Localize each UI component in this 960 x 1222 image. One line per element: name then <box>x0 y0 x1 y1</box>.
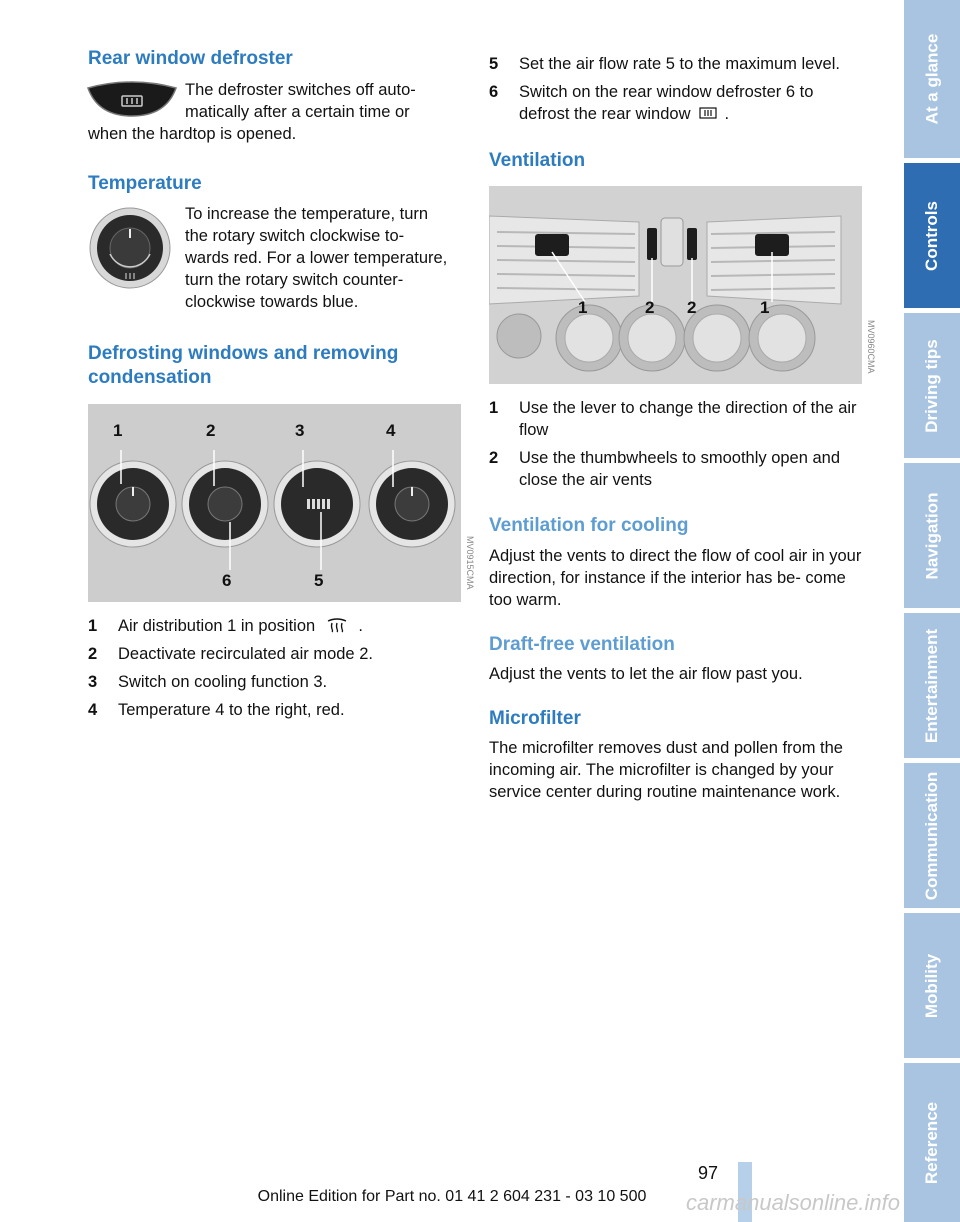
item-text: Switch on the rear window defroster 6 to <box>519 83 814 101</box>
section-title-microfilter: Microfilter <box>489 708 581 729</box>
figure-callout: 6 <box>222 571 232 590</box>
tab-at-a-glance[interactable] <box>904 0 960 158</box>
figure-callout: 3 <box>295 421 305 440</box>
list-item <box>489 397 864 441</box>
tab-navigation[interactable] <box>904 463 960 608</box>
item-text-end: . <box>358 617 363 635</box>
list-item <box>489 447 864 491</box>
chapter-sidebar <box>904 0 960 1222</box>
item-text: Deactivate recirculated air mode 2. <box>118 645 373 663</box>
item-number: 4 <box>88 701 98 719</box>
section-title-ventilation: Ventilation <box>489 150 586 171</box>
item-text: Use the lever to change the direction of the air flow <box>519 399 857 439</box>
list-item <box>489 53 864 75</box>
tab-mobility[interactable] <box>904 913 960 1058</box>
watermark: carmanualsonline.info <box>685 1190 900 1215</box>
tab-label: Reference <box>922 1101 941 1184</box>
temperature-line: wards red. For a lower temperature, <box>185 249 448 267</box>
list-item <box>88 699 458 721</box>
page-number: 97 <box>698 1163 719 1183</box>
item-number: 2 <box>489 449 499 467</box>
tab-reference[interactable] <box>904 1063 960 1222</box>
climate-controls-figure <box>88 404 461 602</box>
defrost-steps-list-cont <box>489 53 864 131</box>
rear-defroster-button-image <box>86 80 178 120</box>
tab-label: Navigation <box>922 492 941 579</box>
tab-label: Entertainment <box>922 628 942 743</box>
figure-callout: 1 <box>113 421 123 440</box>
item-number: 5 <box>489 55 499 73</box>
figure-callout: 2 <box>687 298 697 317</box>
microfilter-text: The microfilter removes dust and pollen from the incoming air. The microfilter is changed by your service center during routine maintenance work. <box>489 739 843 801</box>
figure-callout: 2 <box>645 298 655 317</box>
figure-callout: 1 <box>578 298 588 317</box>
figure-code: MV0960CMA <box>866 320 876 374</box>
section-title-defrosting <box>88 342 398 390</box>
item-text: defrost the rear window <box>519 105 691 123</box>
item-text-end: . <box>724 105 730 123</box>
rear-defroster-text-c: when the hardtop is opened. <box>88 125 297 143</box>
section-title-cooling: Ventilation for cooling <box>489 515 689 536</box>
list-item <box>88 671 458 693</box>
rear-defrost-icon <box>697 105 719 121</box>
tab-label: At a glance <box>922 33 942 125</box>
figure-callout: 2 <box>206 421 216 440</box>
item-number: 6 <box>489 83 499 101</box>
tab-driving-tips[interactable] <box>904 313 960 458</box>
item-number: 1 <box>88 617 98 635</box>
rear-defroster-text-a: The defroster switches off auto- <box>185 81 416 99</box>
windshield-defrost-icon <box>326 617 348 633</box>
rear-defroster-text-b: matically after a certain time or <box>185 103 410 121</box>
ventilation-drawing <box>489 186 862 384</box>
figure-callout: 4 <box>386 421 396 440</box>
climate-controls-drawing <box>88 404 461 602</box>
item-text: Air distribution 1 in position <box>118 617 316 635</box>
temperature-line: clockwise towards blue. <box>185 293 359 311</box>
defrost-steps-list <box>88 615 458 727</box>
item-text: Switch on cooling function 3. <box>118 673 328 691</box>
section-title-temperature: Temperature <box>88 173 202 194</box>
tab-label: Controls <box>922 200 942 271</box>
item-number: 2 <box>88 645 98 663</box>
draft-free-text: Adjust the vents to let the air flow past you. <box>489 665 803 683</box>
tab-communication[interactable] <box>904 763 960 908</box>
tab-label: Driving tips <box>922 338 942 433</box>
temperature-line: the rotary switch clockwise to- <box>185 227 405 245</box>
figure-code: MV0915CMA <box>465 536 475 590</box>
temperature-text <box>185 203 465 313</box>
tab-label: Mobility <box>922 953 941 1018</box>
section-title-defrosting-line2: condensation <box>88 367 212 388</box>
figure-callout: 5 <box>314 571 324 590</box>
item-text: Set the air flow rate 5 to the maximum level. <box>519 55 840 73</box>
item-text: Temperature 4 to the right, red. <box>118 701 345 719</box>
cooling-text: Adjust the vents to direct the flow of cool air in your direction, for instance if the interior has be- come too warm. <box>489 547 862 609</box>
section-title-draft-free: Draft-free ventilation <box>489 634 675 655</box>
item-number: 3 <box>88 673 98 691</box>
item-text: Use the thumbwheels to smoothly open and close the air vents <box>519 449 841 489</box>
section-title-defrosting-line1: Defrosting windows and removing <box>88 343 399 364</box>
ventilation-list <box>489 397 864 497</box>
tab-label: Communication <box>922 771 942 900</box>
figure-callout: 1 <box>760 298 770 317</box>
list-item <box>489 81 864 125</box>
section-title-rear-defroster: Rear window defroster <box>88 48 293 69</box>
list-item <box>88 615 458 637</box>
list-item <box>88 643 458 665</box>
item-number: 1 <box>489 399 499 417</box>
ventilation-figure <box>489 186 862 384</box>
temperature-line: To increase the temperature, turn <box>185 205 429 223</box>
online-edition-footer: Online Edition for Part no. 01 41 2 604 231 - 03 10 500 <box>257 1188 647 1205</box>
tab-entertainment[interactable] <box>904 613 960 758</box>
temperature-knob-image <box>88 206 172 290</box>
temperature-line: turn the rotary switch counter- <box>185 271 404 289</box>
tab-controls[interactable] <box>904 163 960 308</box>
